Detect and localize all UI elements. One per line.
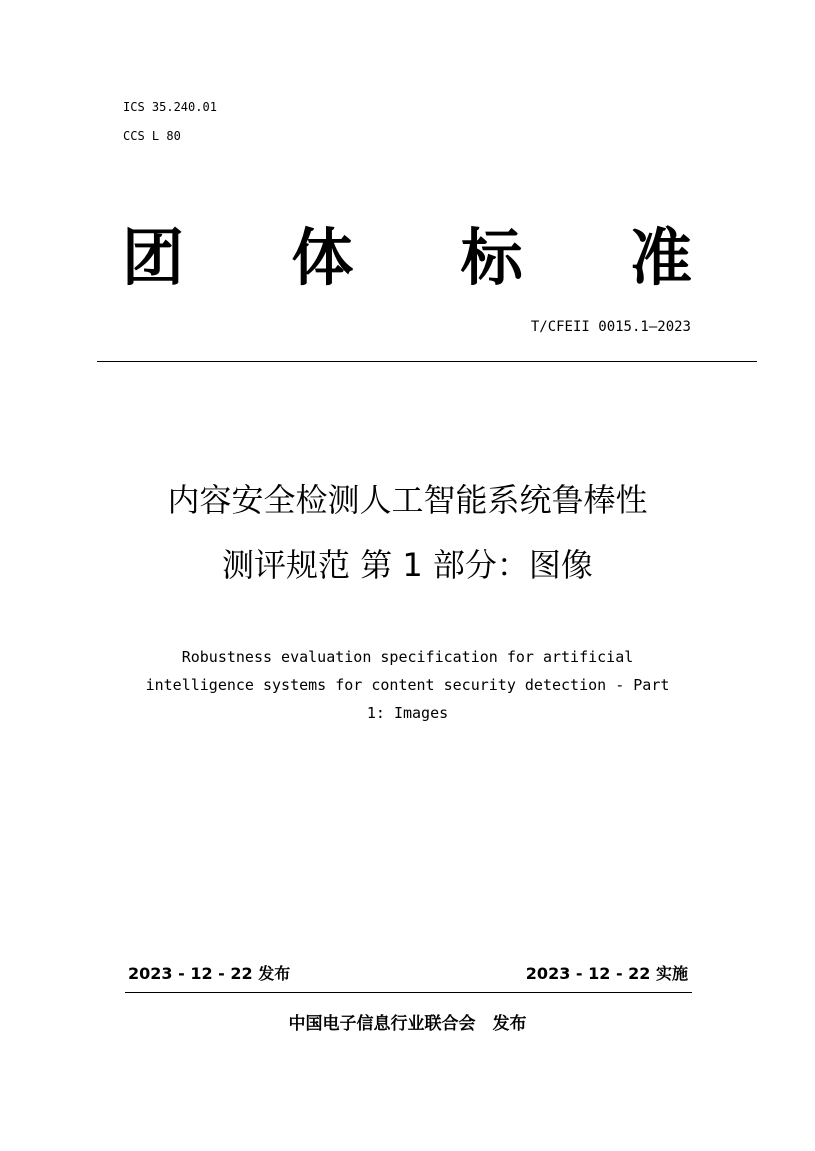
heading-char-2: 体 xyxy=(291,221,354,294)
chinese-title-line-2: 测评规范 第 1 部分：图像 xyxy=(222,546,593,584)
document-type-heading xyxy=(122,222,692,294)
footer-divider xyxy=(125,992,692,993)
ics-code: ICS 35.240.01 xyxy=(123,100,217,114)
heading-char-3: 标 xyxy=(460,221,523,294)
english-title-line-2: intelligence systems for content security detection - Part xyxy=(145,676,670,694)
chinese-title-line-1: 内容安全检测人工智能系统鲁棒性 xyxy=(167,481,648,519)
publisher: 中国电子信息行业联合会 发布 xyxy=(288,1014,527,1034)
ccs-code: CCS L 80 xyxy=(123,129,181,143)
publish-date: 2023 - 12 - 22 发布 xyxy=(128,964,291,983)
header-divider xyxy=(97,361,757,362)
english-title-line-1: Robustness evaluation specification for artificial xyxy=(181,648,634,666)
heading-char-4: 准 xyxy=(629,221,692,294)
heading-char-1: 团 xyxy=(122,221,185,294)
standard-number: T/CFEII 0015.1—2023 xyxy=(530,319,691,335)
english-title-line-3: 1: Images xyxy=(366,704,449,722)
implementation-date: 2023 - 12 - 22 实施 xyxy=(525,964,688,983)
